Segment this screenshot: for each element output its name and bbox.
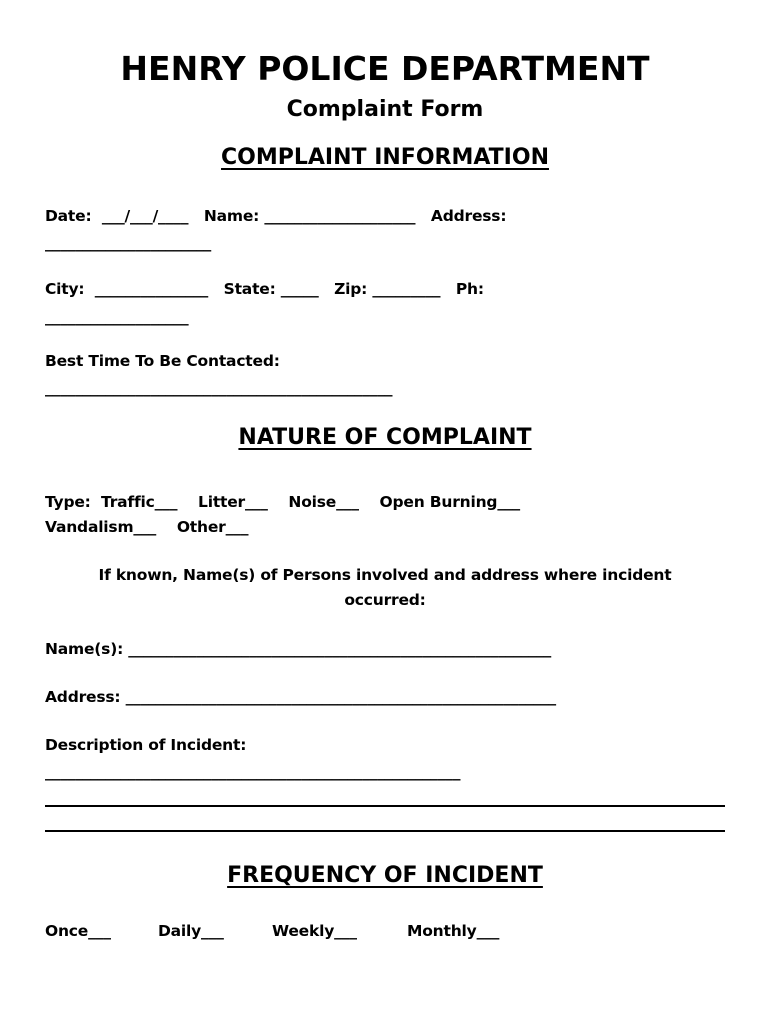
description-label: Description of Incident: — [45, 736, 247, 754]
complaint-type-line-1[interactable]: Type: Traffic___ Litter___ Noise___ Open Burning___ — [45, 493, 520, 511]
frequency-daily[interactable]: Daily___ — [158, 922, 224, 940]
frequency-once[interactable]: Once___ — [45, 922, 111, 940]
description-line-2[interactable] — [45, 805, 725, 807]
complaint-type-line-2[interactable]: Vandalism___ Other___ — [45, 518, 249, 536]
best-time-label: Best Time To Be Contacted: — [45, 352, 280, 370]
description-line-3[interactable] — [45, 830, 725, 832]
address-blank[interactable]: ______________________ — [45, 234, 212, 252]
frequency-weekly[interactable]: Weekly___ — [272, 922, 357, 940]
address-field[interactable]: Address: _________________________________________________________ — [45, 688, 556, 706]
page-title: HENRY POLICE DEPARTMENT — [120, 49, 650, 88]
persons-instruction-line-2: occurred: — [344, 591, 426, 609]
frequency-monthly[interactable]: Monthly___ — [407, 922, 500, 940]
persons-instruction-line-1: If known, Name(s) of Persons involved and address where incident — [98, 566, 672, 584]
names-field[interactable]: Name(s): ________________________________________________________ — [45, 640, 552, 658]
section-heading-nature-of-complaint: NATURE OF COMPLAINT — [238, 425, 532, 450]
date-name-address-line[interactable]: Date: ___/___/____ Name: ____________________ Address: — [45, 207, 507, 225]
form-subtitle: Complaint Form — [286, 97, 484, 122]
description-blank[interactable]: _______________________________________________________ — [45, 763, 461, 781]
phone-blank[interactable]: ___________________ — [45, 308, 189, 326]
section-heading-complaint-information: COMPLAINT INFORMATION — [221, 145, 549, 170]
best-time-blank[interactable]: ______________________________________________ — [45, 379, 393, 397]
section-heading-frequency-of-incident: FREQUENCY OF INCIDENT — [227, 863, 543, 888]
city-state-zip-phone-line[interactable]: City: _______________ State: _____ Zip: _________ Ph: — [45, 280, 484, 298]
